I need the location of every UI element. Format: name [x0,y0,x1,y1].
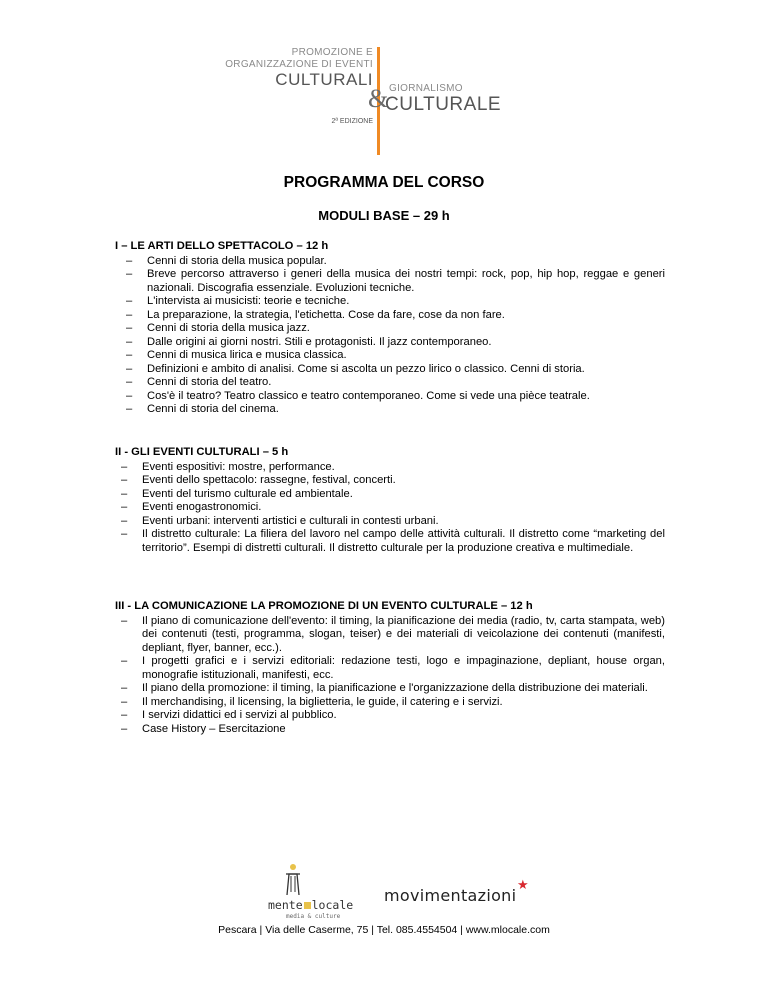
list-item: – Eventi espositivi: mostre, performance. [115,461,665,475]
bullet-list [115,461,665,556]
movimentazioni-logo [384,877,534,910]
list-item: – Case History – Esercitazione [115,723,665,737]
mentelocale-logo [268,862,354,920]
list-item: – L'intervista ai musicisti: teorie e tecniche. [115,295,665,309]
bullet-list [115,615,665,737]
mentelocale-wordmark [268,898,353,912]
list-item: – Eventi del turismo culturale ed ambientale. [115,488,665,502]
course-logo [225,47,515,157]
mentelocale-left: mente [268,898,303,912]
logo-line-promozione: PROMOZIONE E [291,47,373,58]
list-item: – Dalle origini ai giorni nostri. Stili e protagonisti. Il jazz contemporaneo. [115,336,665,350]
movimentazioni-wordmark: movimentazioni [384,886,517,905]
section-heading: III - LA COMUNICAZIONE LA PROMOZIONE DI UN EVENTO CULTURALE – 12 h [115,600,533,612]
lighthouse-icon [278,862,308,896]
list-item: – Eventi urbani: interventi artistici e culturali in contesti urbani. [115,515,665,529]
logo-edition: 2ª EDIZIONE [331,118,373,125]
star-icon: ★ [517,877,529,892]
list-item: – Breve percorso attraverso i generi della musica dei nostri tempi: rock, pop, hip hop, reggae e generi nazionali. Discografia essenziale. Evoluzioni tecniche. [115,268,665,295]
list-item: – Cos'è il teatro? Teatro classico e teatro contemporaneo. Come si vede una pièce teatrale. [115,390,665,404]
bullet-list [115,255,665,417]
page-title: PROGRAMMA DEL CORSO [283,174,485,191]
module-section-2 [115,446,665,555]
list-item: – La preparazione, la strategia, l'etichetta. Cose da fare, cose da non fare. [115,309,665,323]
module-section-3 [115,600,665,736]
logo-line-organizzazione: ORGANIZZAZIONE DI EVENTI [225,59,373,70]
section-heading: I – LE ARTI DELLO SPETTACOLO – 12 h [115,240,329,252]
list-item: – Cenni di storia della musica popular. [115,255,665,269]
yellow-square-icon [304,902,311,909]
list-item: – I progetti grafici e i servizi editoriali: redazione testi, logo e impaginazione, depliant, house organ, monografie istituzionali, manifesti, ecc. [115,655,665,682]
list-item: – Eventi enogastronomici. [115,501,665,515]
list-item: – Il merchandising, il licensing, la biglietteria, le guide, il catering e i servizi. [115,696,665,710]
mentelocale-tagline: media & culture [286,913,341,920]
list-item: – Il distretto culturale: La filiera del lavoro nel campo delle attività culturali. Il distretto come “marketing del territorio”. Esempi di distretti culturali. Il distretto culturale per la produzione creativa e multimediale. [115,528,665,555]
logo-ampersand: & [368,84,389,113]
list-item: – Cenni di storia della musica jazz. [115,322,665,336]
list-item: – I servizi didattici ed i servizi al pubblico. [115,709,665,723]
mentelocale-right: locale [311,898,354,912]
logo-culturale: CULTURALE [385,94,502,115]
logo-giornalismo: GIORNALISMO [389,83,463,94]
section-heading: II - GLI EVENTI CULTURALI – 5 h [115,446,289,458]
list-item: – Eventi dello spettacolo: rassegne, festival, concerti. [115,474,665,488]
list-item: – Cenni di musica lirica e musica classica. [115,349,665,363]
list-item: – Il piano della promozione: il timing, la pianificazione e l'organizzazione della distribuzione dei materiali. [115,682,665,696]
list-item: – Cenni di storia del teatro. [115,376,665,390]
list-item: – Cenni di storia del cinema. [115,403,665,417]
page-subtitle: MODULI BASE – 29 h [318,208,450,223]
module-section-1 [115,240,665,417]
list-item: – Definizioni e ambito di analisi. Come si ascolta un pezzo lirico o classico. Cenni di storia. [115,363,665,377]
logo-culturali: CULTURALI [275,70,373,89]
footer-address: Pescara | Via delle Caserme, 75 | Tel. 085.4554504 | www.mlocale.com [218,924,550,936]
list-item: – Il piano di comunicazione dell'evento: il timing, la pianificazione dei media (radio, tv, carta stampata, web) dei contenuti (testi, programma, slogan, teiser) e dei materiali di veicolazione dei contenuti (manifesti, depliant, flyer, banner, ecc.). [115,615,665,656]
